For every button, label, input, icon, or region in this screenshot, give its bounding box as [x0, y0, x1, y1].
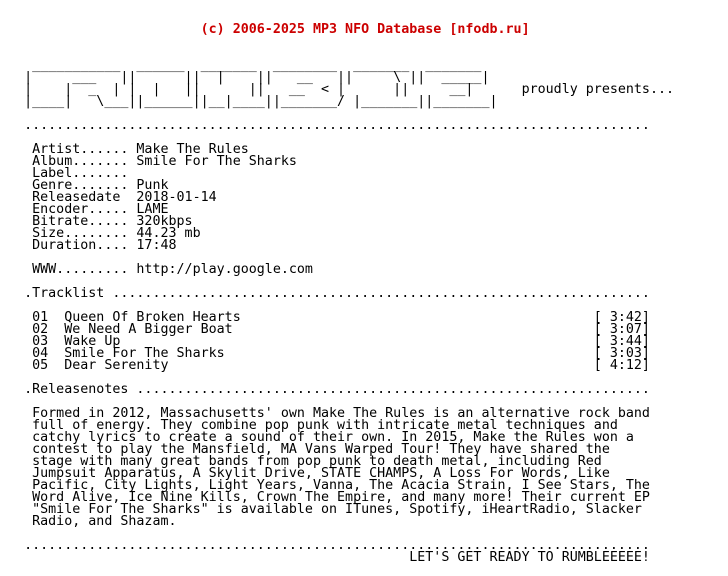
- nfo-line: Jumpsuit Apparatus, A Skylit Drive, STATE CHAMPS, A Loss For Words, Like: [0, 466, 610, 481]
- nfo-line: contest to play the Mansfield, MA Vans Warped Tour! They have shared the: [0, 442, 610, 457]
- nfo-line: Radio, and Shazam.: [0, 514, 177, 529]
- nfo-line: WWW......... http://play.google.com: [0, 262, 313, 277]
- nfo-line: ..............................................................................: [0, 538, 650, 553]
- nfo-line: catchy lyrics to create a sound of their own. In 2015, Make the Rules won a: [0, 430, 634, 445]
- nfo-line: full of energy. They combine pop punk with intricate metal techniques and: [0, 418, 618, 433]
- nfo-line: Label.......: [0, 166, 129, 181]
- nfo-line: Pacific, City Lights, Light Years, Vanna, The Acacia Strain, I See Stars, The: [0, 478, 650, 493]
- nfo-line: 02 We Need A Bigger Boat [ 3:07]: [0, 322, 650, 337]
- nfo-line: Encoder..... LAME: [0, 202, 169, 217]
- nfo-line: "Smile For The Sharks" is available on ITunes, Spotify, iHeartRadio, Slacker: [0, 502, 642, 517]
- nfo-line: 03 Wake Up [ 3:44]: [0, 334, 650, 349]
- nfo-line: Formed in 2012, Massachusetts' own Make The Rules is an alternative rock band: [0, 406, 650, 421]
- nfo-line: Genre....... Punk: [0, 178, 169, 193]
- nfo-line: Size........ 44.23 mb: [0, 226, 201, 241]
- nfo-line: .Releasenotes ................................................................: [0, 382, 650, 397]
- nfo-body: [0, 60, 674, 564]
- nfo-line: | ___ || || | || __ || \ || _____|: [0, 70, 490, 85]
- nfo-line: Bitrate..... 320kbps: [0, 214, 193, 229]
- nfo-line: Duration.... 17:48: [0, 238, 177, 253]
- nfo-line: ___________ ______ _______ ________ _______ _______: [0, 58, 482, 73]
- nfo-line: ..............................................................................: [0, 118, 650, 133]
- nfo-line: Word Alive, Ice Nine Kills, Crown The Empire, and many more! Their current EP: [0, 490, 650, 505]
- nfo-line: Artist...... Make The Rules: [0, 142, 249, 157]
- nfo-line: | | _ | | | || || __ < | || __| proudly presents...: [0, 82, 675, 97]
- nfo-line: LET'S GET READY TO RUMBLEEEEE!: [0, 550, 650, 565]
- nfo-line: .Tracklist ...................................................................: [0, 286, 650, 301]
- nfo-line: 01 Queen Of Broken Hearts [ 3:42]: [0, 310, 650, 325]
- nfo-line: Album....... Smile For The Sharks: [0, 154, 297, 169]
- nfo-line: Releasedate 2018-01-14: [0, 190, 217, 205]
- nfo-line: |____| \___||______||__|____||_______/ |_______||_______|: [0, 94, 498, 109]
- nfo-line: stage with many great bands from pop punk to death metal, including Red: [0, 454, 602, 469]
- copyright-header: (c) 2006-2025 MP3 NFO Database [nfodb.ru]: [0, 22, 530, 37]
- nfo-line: 05 Dear Serenity [ 4:12]: [0, 358, 650, 373]
- nfo-line: 04 Smile For The Sharks [ 3:03]: [0, 346, 650, 361]
